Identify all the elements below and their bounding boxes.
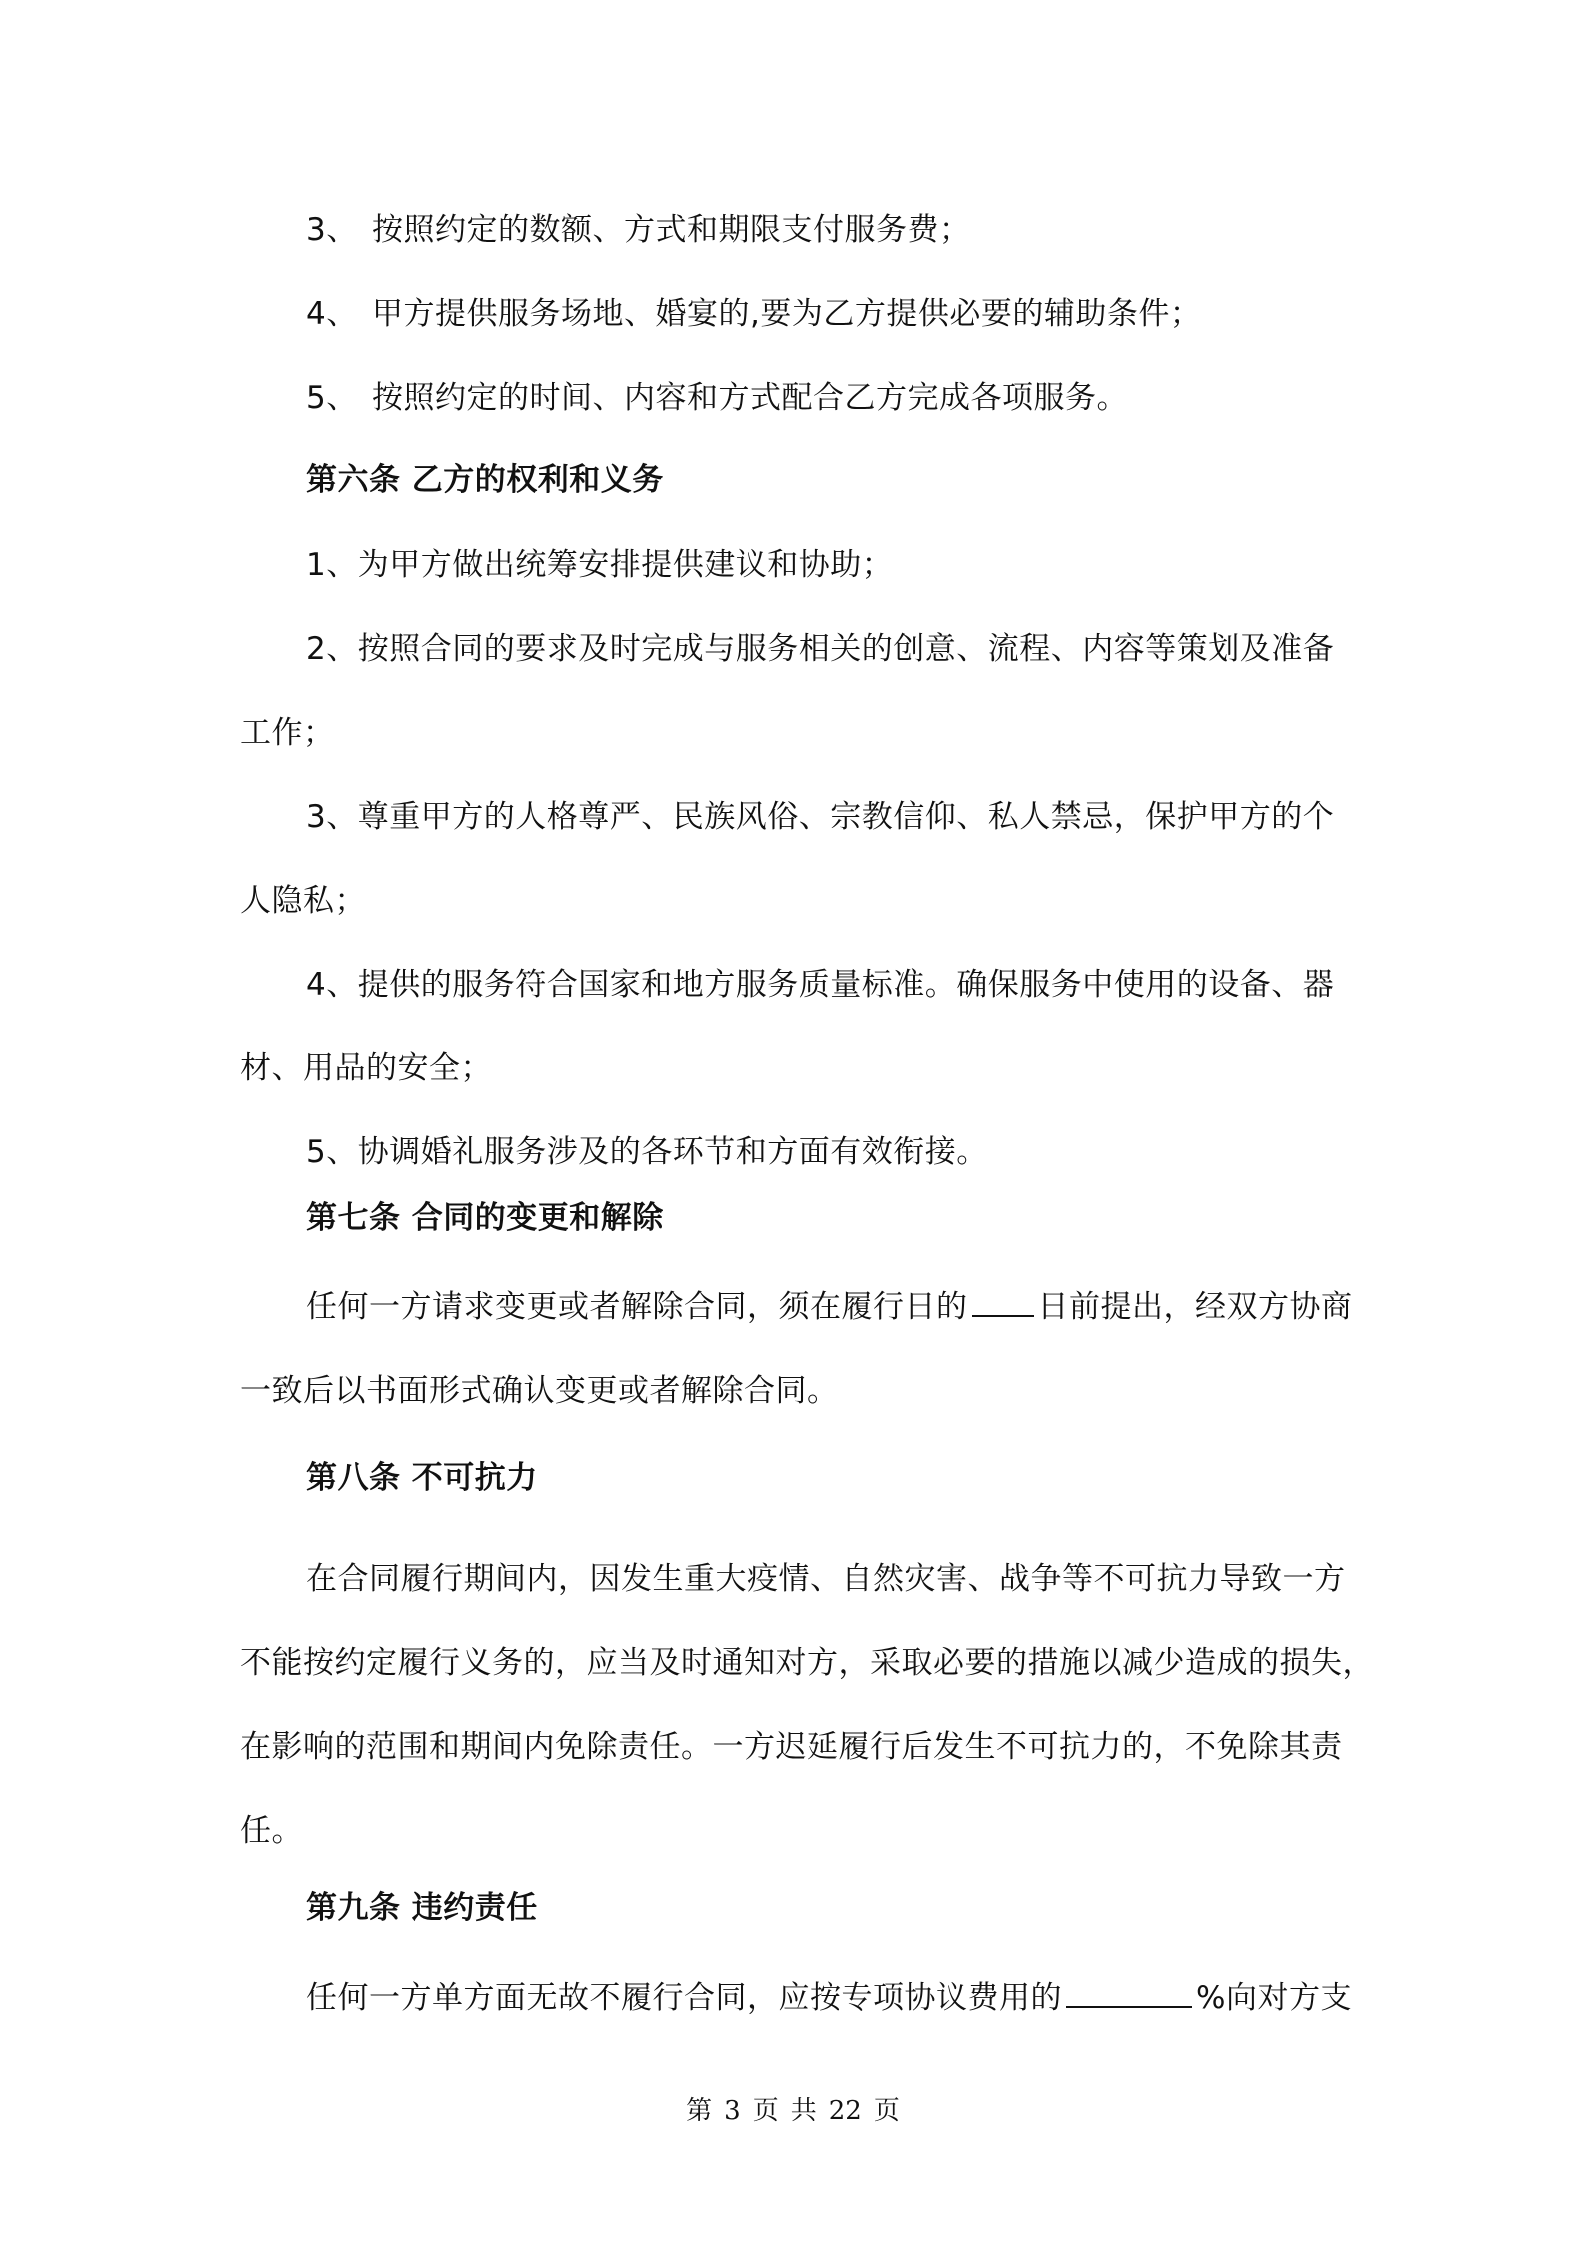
article-6-heading: 第六条 乙方的权利和义务 (306, 462, 664, 498)
paragraph-line: 人隐私； (240, 883, 366, 919)
fill-in-blank[interactable] (1066, 1976, 1192, 2008)
paragraph-line: 在合同履行期间内，因发生重大疫情、自然灾害、战争等不可抗力导致一方 (306, 1561, 1346, 1597)
paragraph-line: 3、尊重甲方的人格尊严、民族风俗、宗教信仰、私人禁忌，保护甲方的个 (306, 799, 1335, 835)
paragraph-line: 任。 (240, 1813, 303, 1849)
list-item (306, 292, 1201, 336)
fill-in-blank[interactable] (972, 1285, 1034, 1317)
paragraph-line: 2、按照合同的要求及时完成与服务相关的创意、流程、内容等策划及准备 (306, 631, 1335, 667)
item-number: 3、 (306, 212, 358, 248)
text-segment: %向对方支 (1196, 1980, 1352, 2016)
item-number: 5、 (306, 380, 358, 416)
paragraph-line (306, 1976, 1352, 2020)
paragraph-line: 工作； (240, 715, 335, 751)
list-item (306, 208, 971, 252)
paragraph-line: 1、为甲方做出统筹安排提供建议和协助； (306, 547, 894, 583)
item-text: 按照约定的数额、方式和期限支付服务费； (372, 212, 971, 248)
page-footer (0, 2090, 1586, 2127)
footer-text: 第 (686, 2096, 713, 2126)
list-item (306, 376, 1128, 420)
footer-text: 共 (790, 2096, 817, 2126)
article-8-heading: 第八条 不可抗力 (306, 1460, 538, 1496)
paragraph-line: 材、用品的安全； (240, 1050, 492, 1086)
paragraph-line: 一致后以书面形式确认变更或者解除合同。 (240, 1373, 839, 1409)
article-9-heading: 第九条 违约责任 (306, 1890, 538, 1926)
paragraph-line: 不能按约定履行义务的，应当及时通知对方，采取必要的措施以减少造成的损失， (240, 1645, 1374, 1681)
item-text: 甲方提供服务场地、婚宴的,要为乙方提供必要的辅助条件； (372, 296, 1202, 332)
paragraph-line: 4、提供的服务符合国家和地方服务质量标准。确保服务中使用的设备、器 (306, 967, 1335, 1003)
footer-text: 页 (752, 2096, 779, 2126)
text-segment: 任何一方单方面无故不履行合同，应按专项协议费用的 (306, 1980, 1062, 2016)
paragraph-line (306, 1285, 1353, 1329)
paragraph-line: 在影响的范围和期间内免除责任。一方迟延履行后发生不可抗力的，不免除其责 (240, 1729, 1343, 1765)
text-segment: 日前提出，经双方协商 (1037, 1289, 1353, 1325)
paragraph-line: 5、协调婚礼服务涉及的各环节和方面有效衔接。 (306, 1134, 988, 1170)
total-pages: 22 (828, 2096, 862, 2126)
item-number: 4、 (306, 296, 358, 332)
page-number: 3 (724, 2096, 741, 2126)
item-text: 按照约定的时间、内容和方式配合乙方完成各项服务。 (372, 380, 1128, 416)
article-7-heading: 第七条 合同的变更和解除 (306, 1200, 664, 1236)
footer-text: 页 (873, 2096, 900, 2126)
text-segment: 任何一方请求变更或者解除合同，须在履行日的 (306, 1289, 968, 1325)
